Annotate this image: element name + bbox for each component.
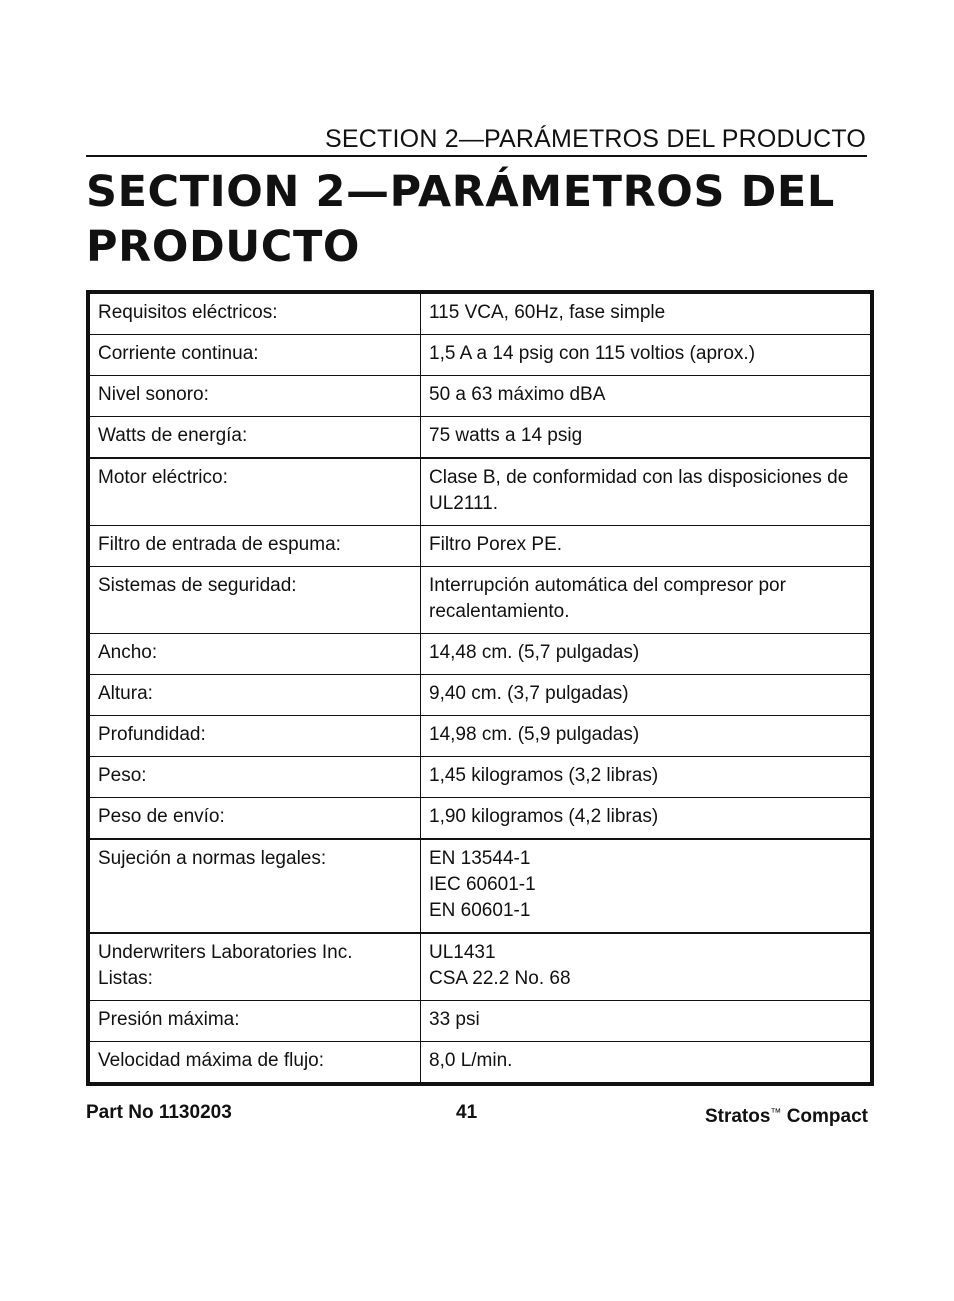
page-title (86, 165, 876, 275)
spec-row (88, 757, 872, 798)
spec-label: Motor eléctrico: (98, 467, 228, 488)
header-rule (86, 155, 867, 157)
spec-value: 75 watts a 14 psig (429, 425, 583, 446)
spec-label: Watts de energía: (98, 425, 248, 446)
spec-label-cell (88, 417, 421, 459)
spec-label-cell (88, 634, 421, 675)
spec-label-cell (88, 757, 421, 798)
spec-label: Profundidad: (98, 724, 206, 745)
spec-row (88, 292, 872, 335)
spec-label: Sujeción a normas legales: (98, 848, 327, 869)
spec-value-cell (421, 376, 873, 417)
spec-label-cell (88, 292, 421, 335)
spec-value-cell (421, 839, 873, 933)
spec-row (88, 567, 872, 634)
spec-row (88, 675, 872, 716)
spec-row (88, 526, 872, 567)
spec-row (88, 376, 872, 417)
spec-value-cell (421, 1042, 873, 1085)
product-name (705, 1100, 868, 1130)
spec-value: IEC 60601-1 (429, 874, 536, 895)
spec-label: Altura: (98, 683, 153, 704)
spec-value-cell (421, 1001, 873, 1042)
product-brand: Stratos (704, 1106, 771, 1127)
spec-value: UL1431 (429, 942, 496, 963)
product-model: Compact (786, 1106, 868, 1127)
spec-value: 9,40 cm. (3,7 pulgadas) (429, 683, 629, 704)
spec-label-cell (88, 675, 421, 716)
spec-value: 50 a 63 máximo dBA (429, 384, 606, 405)
spec-label: Sistemas de seguridad: (98, 575, 297, 596)
specifications-table (86, 290, 874, 1086)
spec-value: 1,5 A a 14 psig con 115 voltios (aprox.) (429, 343, 756, 364)
spec-value: Clase B, de conformidad con las disposiciones de (429, 467, 849, 488)
spec-value-cell (421, 933, 873, 1001)
spec-label: Requisitos eléctricos: (98, 302, 278, 323)
spec-row (88, 1042, 872, 1085)
page-title-line-2: PRODUCTO (86, 222, 361, 272)
spec-label: Filtro de entrada de espuma: (98, 534, 341, 555)
spec-row (88, 335, 872, 376)
spec-row (88, 634, 872, 675)
spec-value-cell (421, 335, 873, 376)
spec-label-cell (88, 567, 421, 634)
spec-value-cell (421, 417, 873, 459)
spec-label-cell (88, 376, 421, 417)
spec-label-cell (88, 1042, 421, 1085)
spec-value-cell (421, 757, 873, 798)
spec-row (88, 458, 872, 526)
spec-value: 14,48 cm. (5,7 pulgadas) (429, 642, 640, 663)
trademark-symbol: ™ (770, 1107, 782, 1119)
spec-value-cell (421, 458, 873, 526)
spec-label: Underwriters Laboratories Inc. (98, 942, 353, 963)
spec-value: EN 13544-1 (429, 848, 531, 869)
spec-row (88, 417, 872, 459)
spec-label-cell (88, 458, 421, 526)
spec-label-cell (88, 716, 421, 757)
page-title-line-1: SECTION 2—PARÁMETROS DEL (86, 167, 835, 217)
spec-value-cell (421, 292, 873, 335)
spec-value: 115 VCA, 60Hz, fase simple (429, 302, 666, 323)
spec-value-cell (421, 798, 873, 840)
spec-value-cell (421, 716, 873, 757)
spec-value-cell (421, 526, 873, 567)
spec-value: recalentamiento. (429, 601, 570, 622)
spec-value: 8,0 L/min. (429, 1050, 513, 1071)
spec-label: Velocidad máxima de flujo: (98, 1050, 325, 1071)
spec-row (88, 839, 872, 933)
spec-value-cell (421, 634, 873, 675)
spec-value: CSA 22.2 No. 68 (429, 968, 571, 989)
spec-value: Filtro Porex PE. (429, 534, 563, 555)
spec-label-cell (88, 839, 421, 933)
spec-value: 1,90 kilogramos (4,2 libras) (429, 806, 659, 827)
spec-label: Listas: (98, 968, 153, 989)
spec-value: 33 psi (429, 1009, 480, 1030)
spec-label-cell (88, 526, 421, 567)
spec-value: Interrupción automática del compresor por (429, 575, 786, 596)
spec-value: 14,98 cm. (5,9 pulgadas) (429, 724, 640, 745)
running-header: SECTION 2—PARÁMETROS DEL PRODUCTO (325, 125, 866, 153)
spec-label: Ancho: (98, 642, 158, 663)
page-number: 41 (456, 1102, 478, 1123)
spec-label-cell (88, 1001, 421, 1042)
spec-value: EN 60601-1 (429, 900, 531, 921)
spec-label-cell (88, 933, 421, 1001)
specifications-table-body (88, 292, 872, 1084)
spec-label: Peso de envío: (98, 806, 225, 827)
spec-row (88, 716, 872, 757)
spec-label-cell (88, 335, 421, 376)
spec-label-cell (88, 798, 421, 840)
part-number: Part No 1130203 (86, 1102, 232, 1123)
spec-row (88, 798, 872, 840)
spec-label: Presión máxima: (98, 1009, 240, 1030)
spec-label: Peso: (98, 765, 147, 786)
spec-value-cell (421, 675, 873, 716)
spec-value: 1,45 kilogramos (3,2 libras) (429, 765, 659, 786)
spec-value-cell (421, 567, 873, 634)
spec-row (88, 1001, 872, 1042)
spec-row (88, 933, 872, 1001)
spec-value: UL2111. (429, 493, 499, 514)
spec-label: Corriente continua: (98, 343, 259, 364)
spec-label: Nivel sonoro: (98, 384, 209, 405)
